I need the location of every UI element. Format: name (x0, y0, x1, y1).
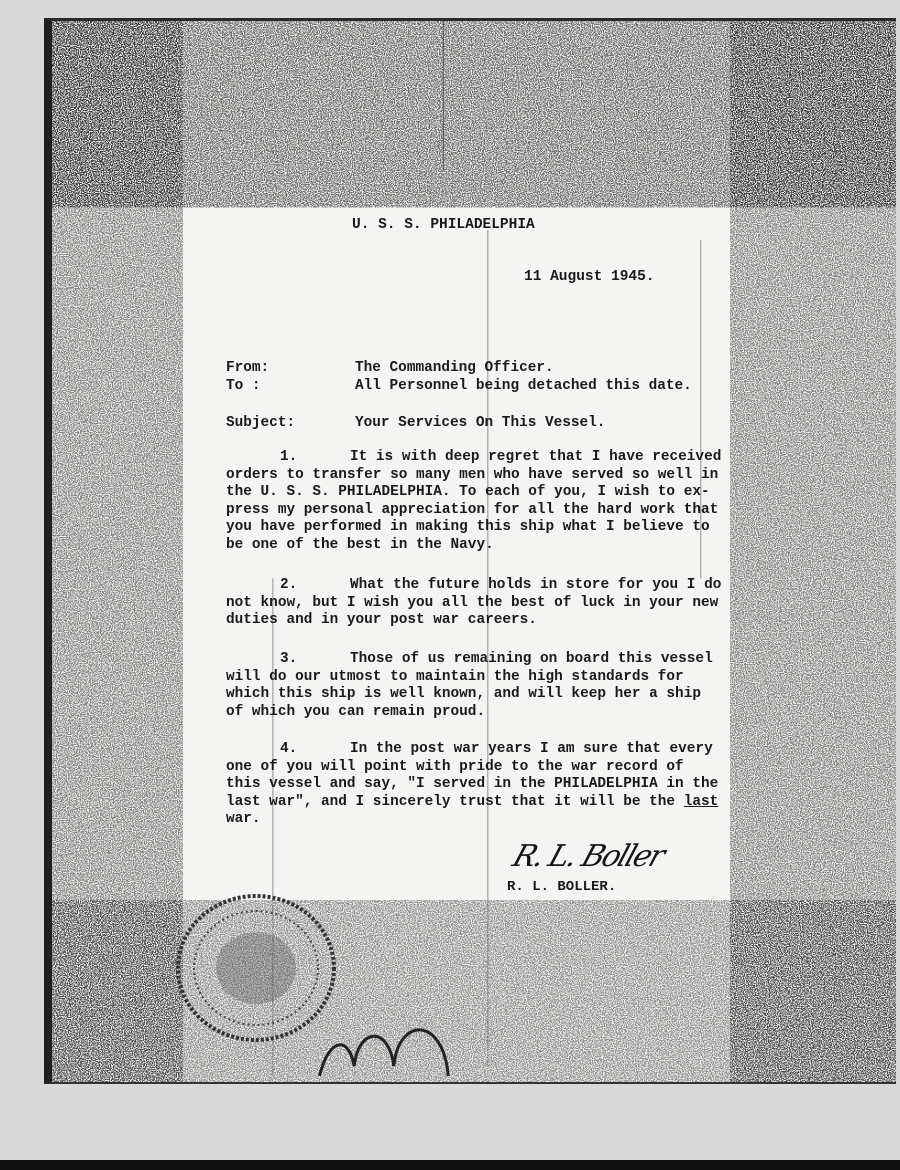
subject-value: Your Services On This Vessel. (355, 415, 606, 431)
paragraph-number: 1. (280, 449, 298, 465)
paragraph-line: war. (226, 811, 261, 828)
paragraph-line: you have performed in making this ship what I believe to (226, 519, 710, 536)
paragraph-line: this vessel and say, "I served in the PHILADELPHIA in the (226, 776, 719, 793)
paragraph-2 (226, 577, 756, 630)
paragraph-line: What the future holds in store for you I do (350, 577, 722, 593)
to-value: All Personnel being detached this date. (355, 378, 692, 394)
letter-date: 11 August 1945. (524, 269, 655, 285)
underlined-word: last (683, 793, 719, 810)
signature: R. L. Boller (508, 839, 668, 874)
paragraph-line: Those of us remaining on board this vessel (350, 651, 713, 667)
paragraph-line: duties and in your post war careers. (226, 612, 537, 629)
paragraph-line: It is with deep regret that I have received (350, 449, 722, 465)
from-value: The Commanding Officer. (355, 360, 554, 376)
paragraph-line: not know, but I wish you all the best of luck in your new (226, 594, 719, 611)
paragraph-line: which this ship is well known, and will keep her a ship (226, 686, 701, 703)
subject-label: Subject: (226, 415, 296, 431)
paragraph-line: be one of the best in the Navy. (226, 536, 494, 553)
official-seal (172, 889, 340, 1047)
from-label: From: (226, 360, 270, 376)
paragraph-line: will do our utmost to maintain the high standards for (226, 668, 684, 685)
ship-header: U. S. S. PHILADELPHIA (352, 217, 535, 233)
paragraph-line: orders to transfer so many men who have served so well in (226, 466, 719, 483)
paragraph-line: of which you can remain proud. (226, 703, 486, 720)
paragraph-number: 4. (280, 741, 298, 757)
paragraph-number: 2. (280, 577, 298, 593)
paragraph-line: press my personal appreciation for all the hard work that (226, 501, 719, 518)
letter-page (44, 18, 896, 1084)
paragraph-line: the U. S. S. PHILADELPHIA. To each of you, I wish to ex- (226, 484, 710, 501)
paragraph-line: last war", and I sincerely trust that it will be the (226, 793, 676, 810)
paragraph-line: In the post war years I am sure that every (350, 741, 713, 757)
paragraph-1 (226, 449, 756, 555)
paragraph-number: 3. (280, 651, 298, 667)
to-label: To : (226, 378, 261, 394)
paragraph-4 (226, 741, 756, 829)
paragraph-3 (226, 651, 756, 721)
scan-edge (0, 1160, 900, 1170)
paragraph-line: one of you will point with pride to the war record of (226, 758, 684, 775)
signatory-name: R. L. BOLLER. (507, 879, 617, 895)
